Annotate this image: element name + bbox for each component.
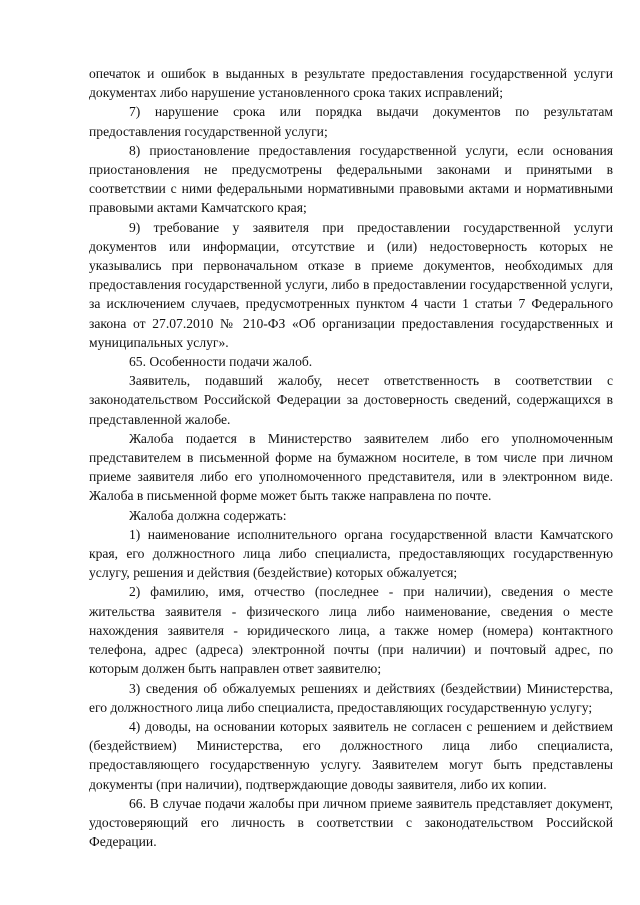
- section-heading-65: 65. Особенности подачи жалоб.: [129, 354, 313, 370]
- section-paragraph-66: 66. В случае подачи жалобы при личном приеме заявитель представляет документ, удостоверяющий его личность в соответствии с законодательством Российской Федерации.: [89, 795, 613, 850]
- paragraph-responsibility: Заявитель, подавший жалобу, несет ответственность в соответствии с законодательством Российской Федерации за достоверность сведений, содержащихся в представленной жалобе.: [89, 373, 613, 427]
- paragraph-item-8: 8) приостановление предоставления государственной услуги, если основания приостановления не предусмотрены федеральными законами и принятыми в соответствии с ними федеральными нормативными правовыми актами и нормативными правовыми актами Камчатского края;: [89, 142, 613, 216]
- paragraph-contents-intro: Жалоба должна содержать:: [129, 507, 287, 523]
- paragraph-contents-item-4: 4) доводы, на основании которых заявитель не согласен с решением и действием (бездействием) Министерства, его должностного лица либо специалиста, предоставляющего государственную услугу. Заявителем могут быть представлены документы (при наличии), подтверждающие доводы заявителя, либо их копии.: [89, 718, 613, 792]
- paragraph-contents-item-3: 3) сведения об обжалуемых решениях и действиях (бездействии) Министерства, его должностного лица либо специалиста, предоставляющих государственную услугу;: [89, 680, 613, 715]
- document-body: [89, 64, 613, 851]
- paragraph-item-7: 7) нарушение срока или порядка выдачи документов по результатам предоставления государственной услуги;: [89, 104, 613, 139]
- paragraph-contents-item-1: 1) наименование исполнительного органа государственной власти Камчатского края, его должностного лица либо специалиста, предоставляющих государственную услугу, решения и действия (бездействие) которых обжалуется;: [89, 526, 613, 581]
- paragraph-item-9: 9) требование у заявителя при предоставлении государственной услуги документов или информации, отсутствие и (или) недостоверность которых не указывались при первоначальном отказе в приеме документов, необходимых для предоставления государственной услуги, либо в предоставлении государственной услуги, за исключением случаев, предусмотренных пунктом 4 части 1 статьи 7 Федерального закона от 27.07.2010 № 210-ФЗ «Об организации предоставления государственных и муниципальных услуг».: [89, 219, 613, 350]
- paragraph-contents-item-2: 2) фамилию, имя, отчество (последнее - при наличии), сведения о месте жительства заявителя - физического лица либо наименование, сведения о месте нахождения заявителя - юридического лица, а также номер (номера) контактного телефона, адрес (адреса) электронной почты (при наличии) и почтовый адрес, по которым должен быть направлен ответ заявителю;: [89, 584, 613, 677]
- paragraph-continuation: опечаток и ошибок в выданных в результате предоставления государственной услуги документах либо нарушение установленного срока таких исправлений;: [89, 66, 613, 101]
- paragraph-submission: Жалоба подается в Министерство заявителем либо его уполномоченным представителем в письменной форме на бумажном носителе, в том числе при личном приеме заявителя либо его уполномоченного представителя, или в электронном виде. Жалоба в письменной форме может быть также направлена по почте.: [89, 430, 613, 504]
